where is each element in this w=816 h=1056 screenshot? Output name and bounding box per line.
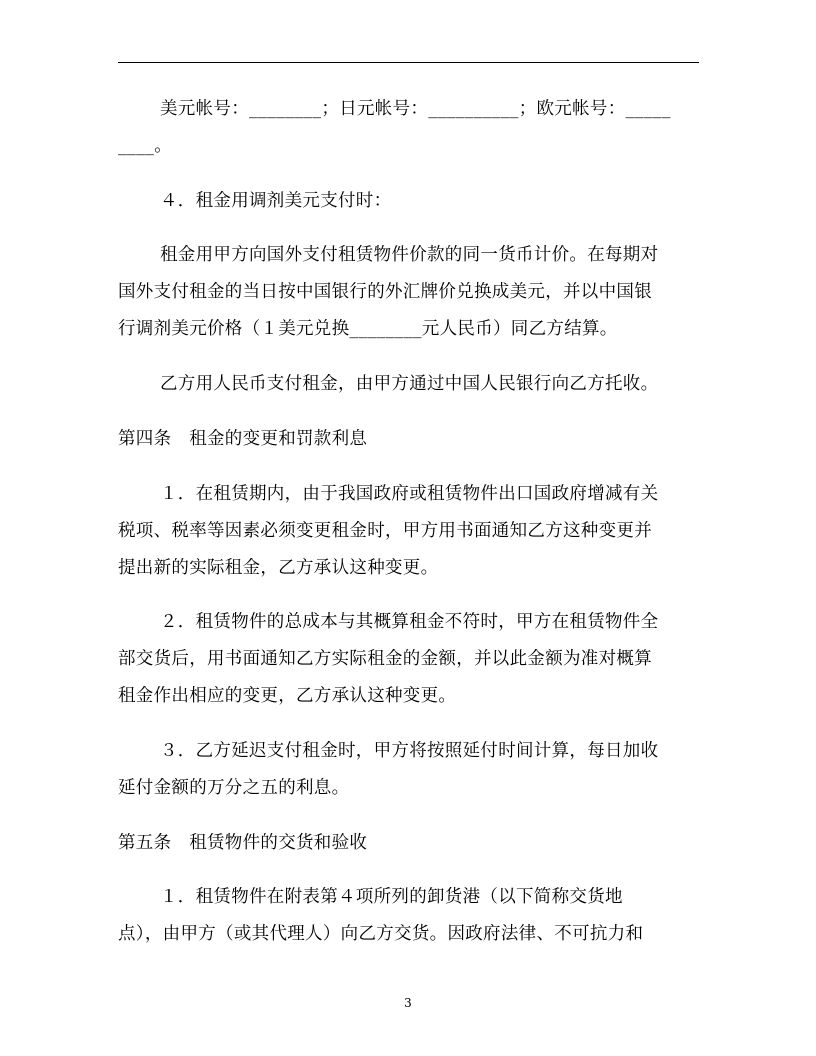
text-line: 行调剂美元价格（１美元兑换________元人民币）同乙方结算。 [118, 319, 618, 339]
text-line: 美元帐号：________；日元帐号：__________；欧元帐号：_____ [160, 99, 671, 119]
text-line: 税项、税率等因素必须变更租金时，甲方用书面通知乙方这种变更并 [118, 521, 652, 541]
text-line: 提出新的实际租金，乙方承认这种变更。 [118, 558, 439, 578]
section-heading: 第四条 租金的变更和罚款利息 [118, 429, 368, 449]
text-line: ３．乙方延迟支付租金时，甲方将按照延付时间计算，每日加收 [160, 741, 659, 761]
text-line: １．租赁物件在附表第４项所列的卸货港（以下简称交货地 [160, 887, 623, 907]
text-line: ４．租金用调剂美元支付时： [160, 191, 392, 211]
text-line: 部交货后，用书面通知乙方实际租金的金额，并以此金额为准对概算 [118, 649, 652, 669]
header-rule [118, 62, 699, 63]
text-line: 租金用甲方向国外支付租赁物件价款的同一货币计价。在每期对 [160, 245, 659, 265]
text-line: 点），由甲方（或其代理人）向乙方交货。因政府法律、不可抗力和 [118, 924, 644, 944]
text-line: 乙方用人民币支付租金，由甲方通过中国人民银行向乙方托收。 [160, 374, 659, 394]
text-line: 国外支付租金的当日按中国银行的外汇牌价兑换成美元，并以中国银 [118, 282, 652, 302]
text-line: １．在租赁期内，由于我国政府或租赁物件出口国政府增减有关 [160, 484, 659, 504]
text-line: 租金作出相应的变更，乙方承认这种变更。 [118, 686, 457, 706]
text-line: ____。 [118, 136, 172, 156]
page-number: 3 [404, 996, 412, 1010]
section-heading: 第五条 租赁物件的交货和验收 [118, 833, 368, 853]
text-line: 延付金额的万分之五的利息。 [118, 778, 350, 798]
text-line: ２．租赁物件的总成本与其概算租金不符时，甲方在租赁物件全 [160, 612, 659, 632]
